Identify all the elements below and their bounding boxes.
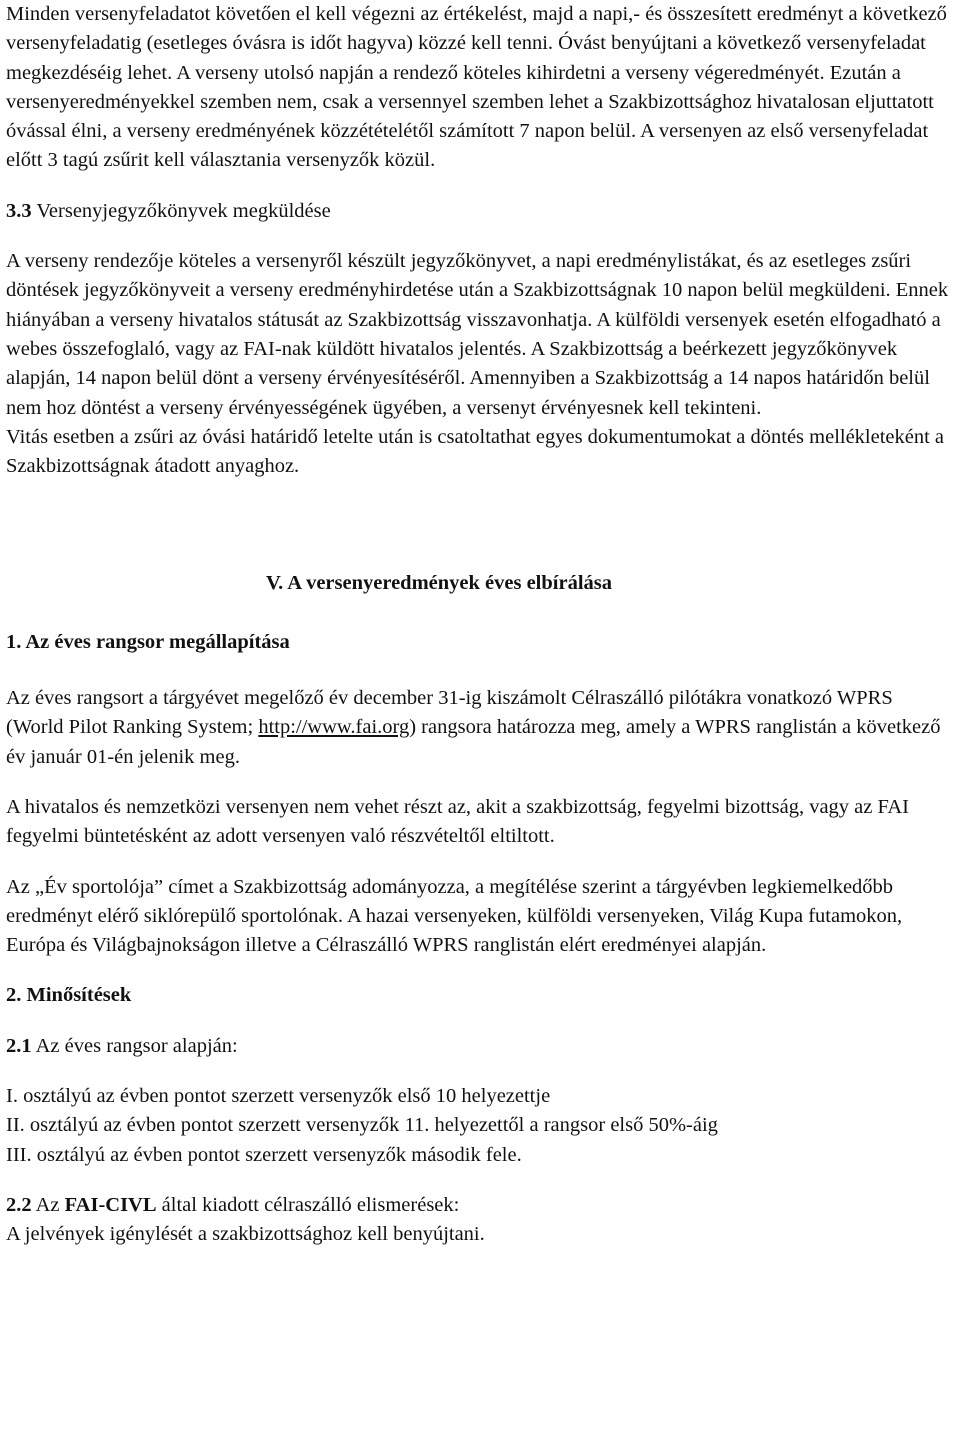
section-3-3-paragraph-2: Vitás esetben a zsűri az óvási határidő letelte után is csatoltathat egyes dokumentumokat a döntés mellékleteként a Szakbizottságnak átadott anyaghoz. xyxy=(6,425,945,478)
spacer xyxy=(6,852,954,873)
section-2-1-heading xyxy=(6,1032,954,1061)
spacer xyxy=(6,772,954,793)
section-2-2-pre: Az xyxy=(31,1193,65,1216)
list-item: I. osztályú az évben pontot szerzett versenyzők első 10 helyezettje xyxy=(6,1085,551,1108)
section-2-2-number: 2.2 xyxy=(6,1193,32,1216)
section-3-3-heading xyxy=(6,197,954,226)
spacer xyxy=(6,176,954,197)
badge-request-line: A jelvények igénylését a szakbizottsághoz kell benyújtani. xyxy=(6,1223,485,1246)
spacer xyxy=(6,960,954,981)
spacer xyxy=(6,481,954,569)
spacer xyxy=(6,1061,954,1082)
spacer xyxy=(6,599,954,628)
section-1-paragraph-1-start: Az éves rangsort a tárgyévet megelőző év december 31-ig kiszámolt Célraszálló pilótákra vonatkozó WPRS (World Pilot Ranking System; xyxy=(6,687,893,739)
section-1-paragraph-1-end: ) rangsora határozza meg, amely a WPRS ranglistán a következő év január 01-én jelenik meg. xyxy=(6,716,941,768)
spacer xyxy=(6,226,954,247)
section-1-paragraph-1 xyxy=(6,684,954,772)
section-2-1-number: 2.1 xyxy=(6,1034,32,1057)
section-2-title-text: 2. Minősítések xyxy=(6,984,132,1007)
part-v-title: V. A versenyeredmények éves elbírálása xyxy=(266,572,612,595)
section-2-2-heading xyxy=(6,1191,954,1220)
spacer xyxy=(6,657,954,684)
section-3-3-title: Versenyjegyzőkönyvek megküldése xyxy=(31,199,331,222)
section-3-3-paragraph-1: A verseny rendezője köteles a versenyről készült jegyzőkönyvet, a napi eredménylistákat, és az esetleges zsűri döntések jegyzőkönyveit a verseny eredményhirdetése után a Szakbizottságnak 10 napon belül megküldeni. Ennek hiányában a verseny hivatalos státusát az Szakbizottság visszavonhatja. A külföldi versenyek esetén elfogadható a webes összefoglaló, vagy az FAI-nak küldött hivatalos jelentés. A Szakbizottság a beérkezett jegyzőkönyvek alapján, 14 napon belül dönt a verseny érvényesítéséről. Amennyiben a Szakbizottság a 14 napos határidőn belül nem hoz döntést a verseny érvényességének ügyében, a versenyt érvényesnek kell tekinteni. xyxy=(6,250,949,419)
section-2-2-bold: FAI-CIVL xyxy=(64,1193,157,1216)
list-item: III. osztályú az évben pontot szerzett versenyzők második fele. xyxy=(6,1143,522,1166)
spacer xyxy=(6,1170,954,1191)
spacer xyxy=(6,1011,954,1032)
section-1-paragraph-3: Az „Év sportolója” címet a Szakbizottság adományozza, a megítélése szerint a tárgyévben legkiemelkedőbb eredményt elérő siklórepülő sportolónak. A hazai versenyeken, külföldi versenyeken, Világ Kupa futamokon, Európa és Világbajnokságon illetve a Célraszálló WPRS ranglistán elért eredményei alapján. xyxy=(6,875,903,957)
class-list xyxy=(6,1082,954,1170)
list-item: II. osztályú az évben pontot szerzett versenyzők 11. helyezettől a rangsor első 50%-áig xyxy=(6,1114,718,1137)
section-1-title-text: 1. Az éves rangsor megállapítása xyxy=(6,630,290,653)
section-2-1-title: Az éves rangsor alapján: xyxy=(31,1034,238,1057)
section-1-paragraph-2: A hivatalos és nemzetközi versenyen nem vehet részt az, akit a szakbizottság, fegyelmi bizottság, vagy az FAI fegyelmi büntetésként az adott versenyen való részvételtől eltiltott. xyxy=(6,795,910,848)
section-1-title xyxy=(6,628,954,657)
fai-link[interactable]: http://www.fai.org xyxy=(258,716,410,739)
section-2-2-post: által kiadott célraszálló elismerések: xyxy=(156,1193,460,1216)
section-2-title xyxy=(6,981,954,1010)
section-3-3-number: 3.3 xyxy=(6,199,32,222)
intro-paragraph: Minden versenyfeladatot követően el kell végezni az értékelést, majd a napi,- és összesített eredményt a következő versenyfeladatig (esetleges óvásra is időt hagyva) közzé kell tenni. Óvást benyújtani a következő versenyfeladat megkezdéséig lehet. A verseny utolsó napján a rendező köteles kihirdetni a verseny végeredményét. Ezután a versenyeredményekkel szemben nem, csak a versennyel szemben lehet a Szakbizottsághoz hivatalosan eljuttatott óvással élni, a verseny eredményének közzétételétől számított 7 napon belül. A versenyen az első versenyfeladat előtt 3 tagú zsűrit kell választania versenyzők közül. xyxy=(6,3,947,172)
